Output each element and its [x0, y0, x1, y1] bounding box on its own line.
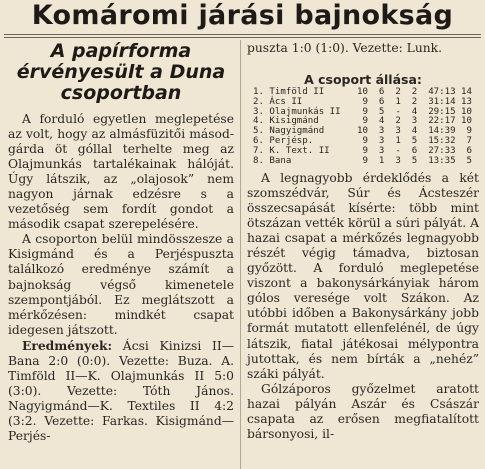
result-continuation: puszta 1:0 (1:0). Vezette: Lunk. [247, 41, 443, 55]
standings-row: 7. K. Text. II 9 3 - 6 27:33 6 [253, 145, 472, 156]
standings-row: 3. Olajmunkás II 9 5 - 4 29:15 10 [253, 106, 472, 117]
paragraph-goals: Gólzáporos győzelmet aratott hazai pályán Aszár és Császár csapata az erősen megfiatalított bársonyosi, il- [247, 381, 479, 441]
standings-title: A csoport állása: [304, 72, 422, 87]
paragraph-group: A csoporton belül mindösszesze a Kisigmánd és a Perjéspuszta találkozó eredménye számít a bajnokság végső kimenetele szempontjából. Ez meglátszott a mérkőzésen: mindkét csapat idegesen játszott. [8, 232, 234, 337]
paragraph-surprise: A forduló egyetlen meglepetése az volt, hogy az almásfüzitői másod-gárda öt góllal terhelte meg az Olajmunkás tartalékainak hálóját. Úgy látszik, az „olajosok” nem nagyon járnak edzésre s a vezetőség sem fordít gondot a második csapat szerepelésére. [8, 112, 234, 232]
left-column-body [8, 112, 234, 444]
standings-row: 6. Perjésp. 9 3 1 5 15:32 7 [253, 135, 472, 146]
right-column-body [247, 171, 479, 442]
article-subheadline [8, 41, 234, 104]
standings-row: 4. Kisigmánd 9 4 2 3 22:17 10 [253, 116, 472, 127]
results-text: Ácsi Kinizsi II—Bana 2:0 (0:0). Vezette: Buza. A. Timföld II—K. Olajmunkás II 5:0 (3:0). Vezette: Tóth János. Nagyigmánd—K. Textiles II 4:2 (3:2. Vezette: Farkas. Kisigmánd—Perjés- [8, 338, 234, 443]
paragraph-results [8, 338, 234, 444]
results-label: Eredmények: [22, 337, 113, 353]
headline-rule [4, 34, 481, 35]
subhead-line-3: csoportban [60, 82, 182, 104]
standings-table [253, 88, 475, 166]
paragraph-derby: A legnagyobb érdeklődés a két szomszédvár, Súr és Ácsteszér összecsapását kísérte: több mint ötszázan vették körül a súri pályát. A hazai csapat a mérkőzés legnagyobb részét végig támadva, biztosan győzött. A forduló meglepetése viszont a bakonysárkányiak három gólos veresége volt Szákon. Az utóbbi időben a Bakonysárkány jobb formát mutatott ellenfelénél, de úgy látszik, fiatal játékosai mélypontra jutottak, és nem bírták a „nehéz” száki pályát. [247, 171, 479, 381]
headline-rule-secondary [4, 37, 481, 38]
right-column-lead [247, 41, 479, 56]
column-divider [240, 40, 241, 469]
standings-row: 5. Nagyigmánd 10 3 3 4 14:39 9 [253, 126, 472, 137]
page-headline: Komáromi járási bajnokság [31, 0, 454, 31]
standings-row: 8. Bana 9 1 3 5 13:35 5 [253, 155, 472, 166]
subhead-line-1: A papírforma [50, 40, 192, 62]
standings-row: 1. Timföld II 10 6 2 2 47:13 14 [253, 87, 472, 97]
subhead-line-2: érvényesült a Duna [16, 61, 226, 83]
standings-row: 2. Ács II 9 6 1 2 31:14 13 [253, 96, 472, 107]
